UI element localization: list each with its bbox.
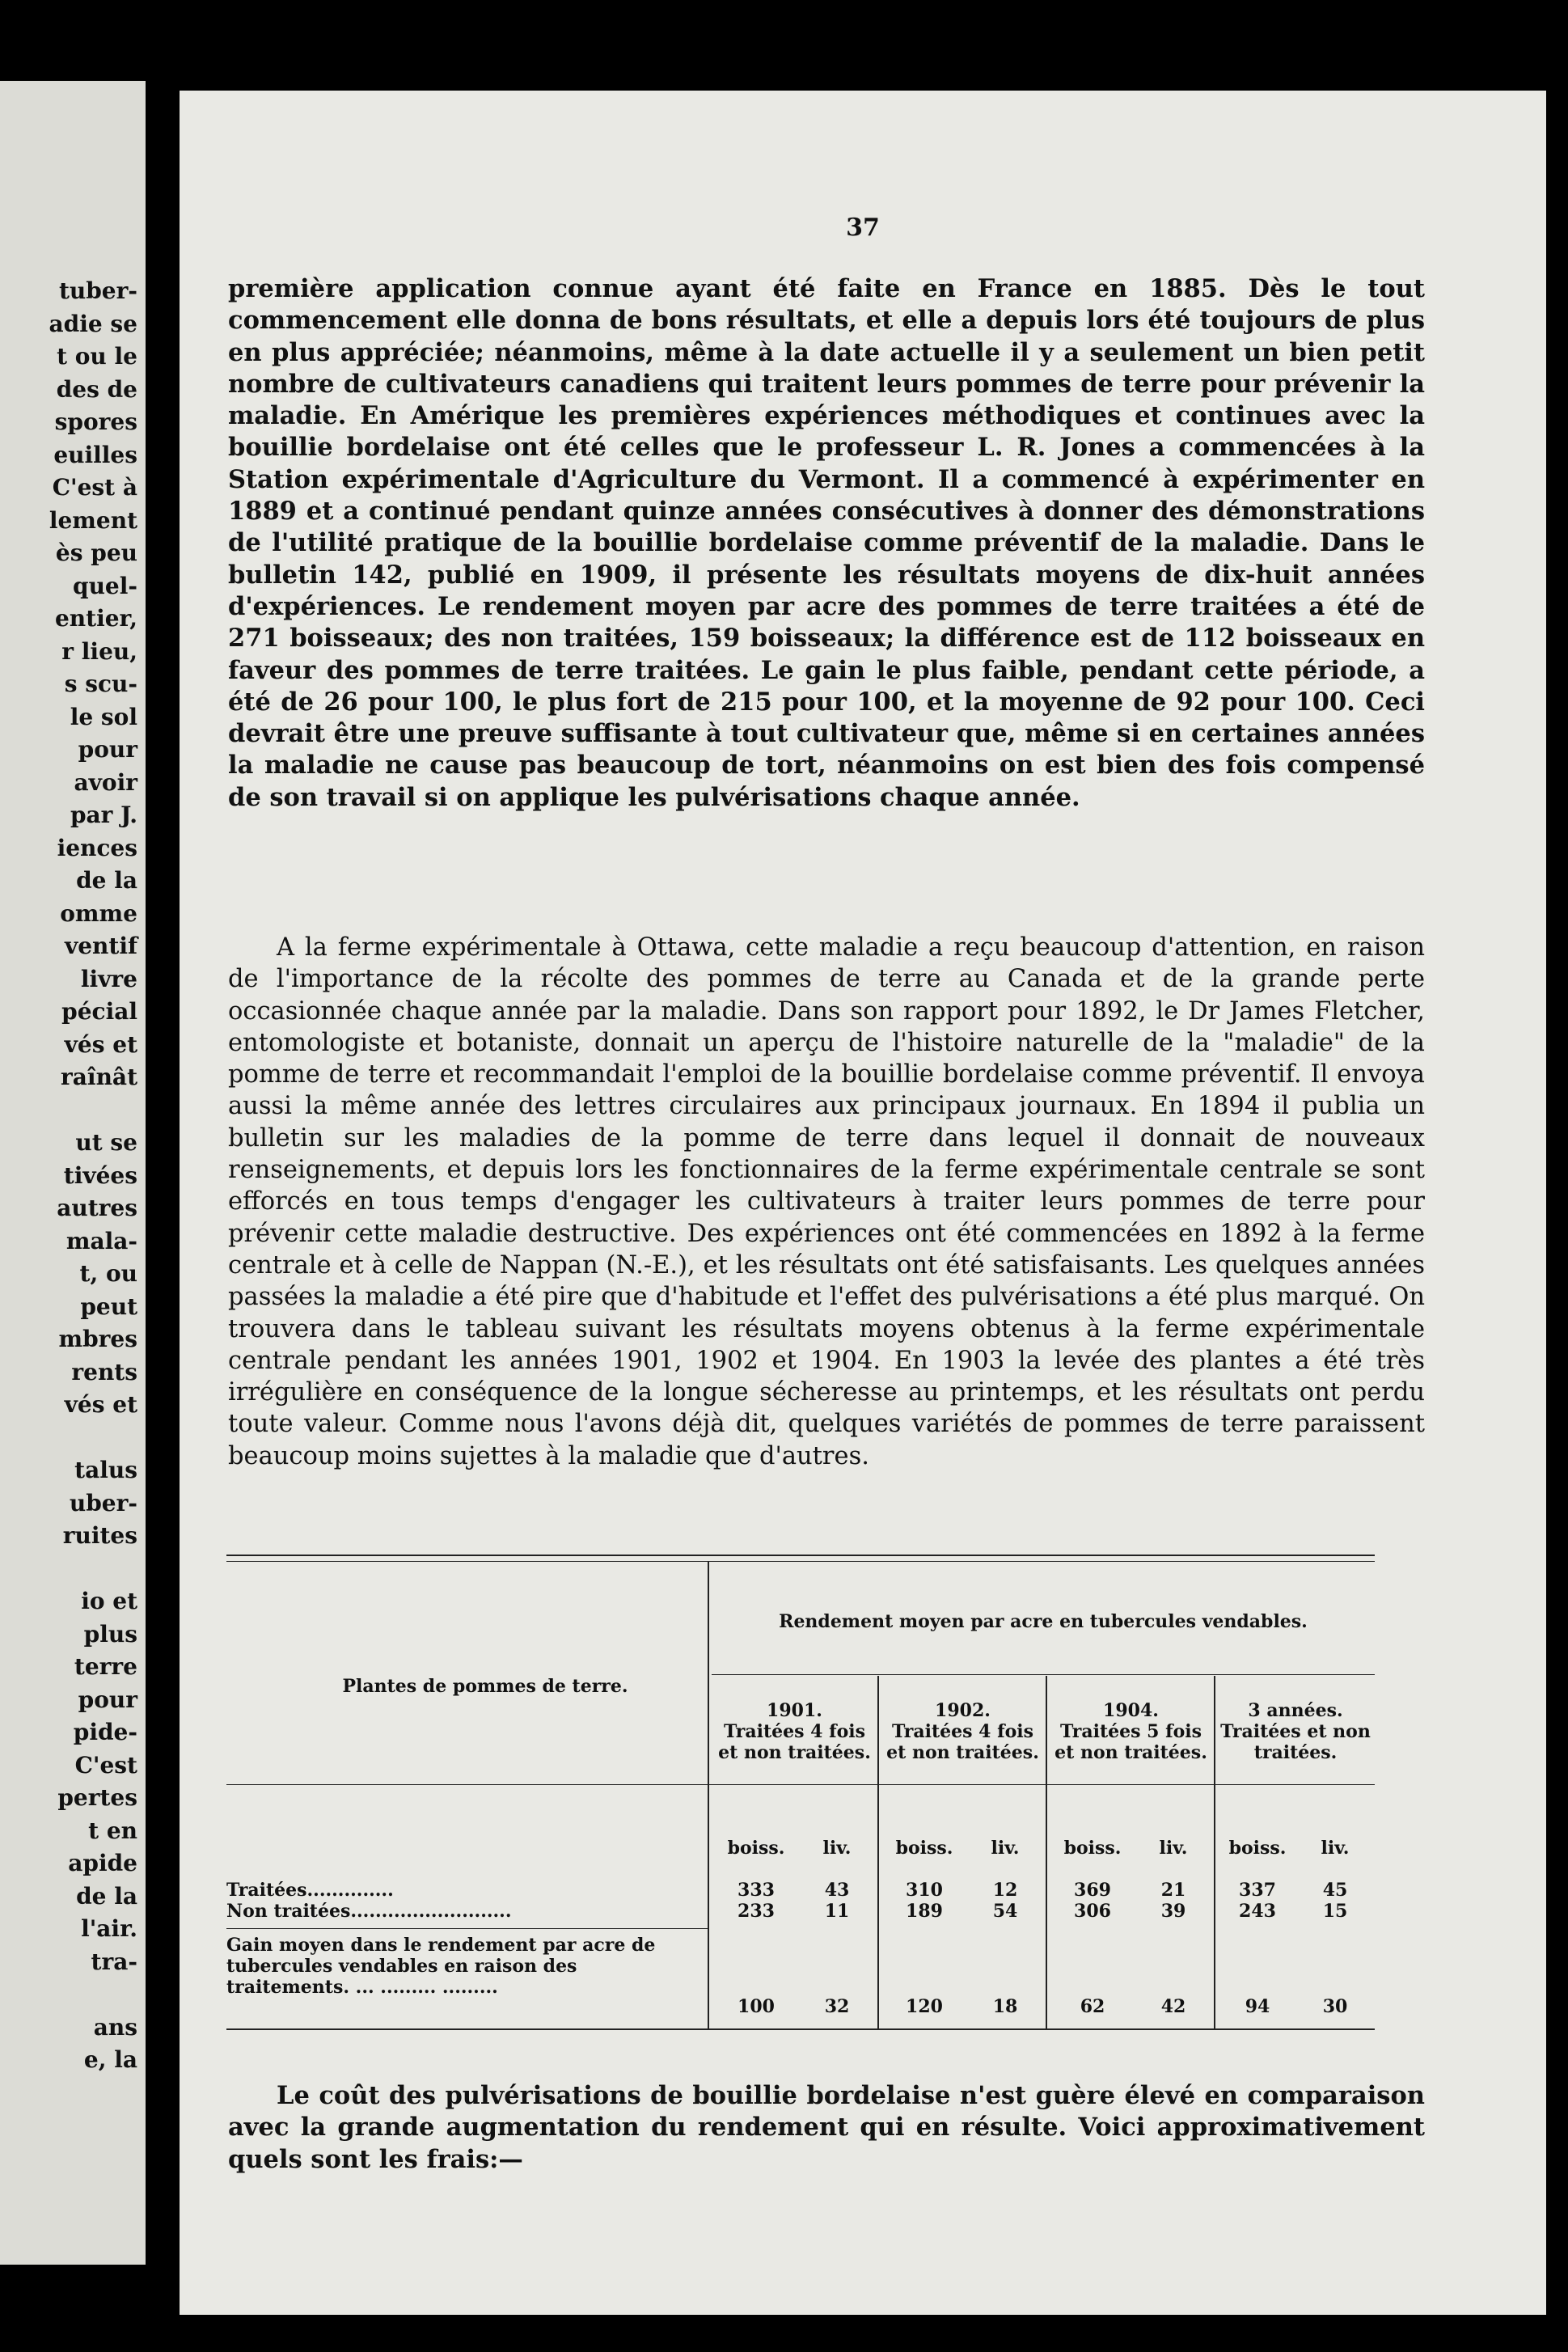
left-page-fragment: pécial xyxy=(61,998,137,1025)
row-label: Non traitées.......................... xyxy=(226,1901,512,1922)
left-page-edge xyxy=(0,81,146,2265)
col-divider-3 xyxy=(1214,1676,1215,2028)
left-page-fragment: mala- xyxy=(66,1227,137,1254)
cell: 12 xyxy=(992,1880,1018,1901)
left-page-fragment: par J. xyxy=(70,802,137,828)
col-1904-desc: Traitées 5 fois et non traitées. xyxy=(1054,1721,1207,1763)
table-top-rule xyxy=(226,1555,1375,1556)
left-page-fragment: talus xyxy=(74,1457,137,1483)
cell: 333 xyxy=(738,1880,775,1901)
book-gutter xyxy=(146,0,178,2352)
left-page-fragment: t, ou xyxy=(79,1260,137,1287)
cell: 62 xyxy=(1080,1996,1105,2017)
left-page-fragment: iences xyxy=(57,834,137,861)
left-page-fragment: omme xyxy=(60,899,137,927)
header-bottom-rule xyxy=(226,1784,1375,1785)
left-page-fragment: pide- xyxy=(73,1719,137,1745)
left-page-fragment: ans xyxy=(93,2013,137,2041)
left-page-fragment: pertes xyxy=(57,1784,137,1811)
cell: 30 xyxy=(1322,1996,1348,2017)
cell: 243 xyxy=(1239,1901,1276,1922)
left-page-fragment: adie se xyxy=(49,310,137,337)
left-page-fragment: tivées xyxy=(63,1161,137,1189)
left-page-fragment: io et xyxy=(81,1588,137,1614)
left-page-fragment: rents xyxy=(71,1358,137,1385)
cell: 94 xyxy=(1245,1996,1270,2017)
cell: 310 xyxy=(906,1880,943,1901)
left-page-fragment: ès peu xyxy=(55,539,137,566)
cell: 42 xyxy=(1160,1996,1186,2017)
cell: 54 xyxy=(992,1901,1018,1922)
left-page-fragment: autres xyxy=(57,1195,137,1221)
left-page-fragment: t en xyxy=(88,1817,137,1844)
left-page-fragment: quel- xyxy=(72,572,137,599)
unit-1: boiss. xyxy=(727,1838,785,1859)
unit-2: liv. xyxy=(822,1838,852,1859)
left-page-fragment: t ou le xyxy=(57,343,137,370)
yield-table xyxy=(226,1555,1375,2048)
left-page-fragment: euilles xyxy=(53,441,137,468)
cell: 369 xyxy=(1074,1880,1111,1901)
left-page-fragment: mbres xyxy=(58,1326,137,1352)
left-page-fragment: plus xyxy=(83,1620,137,1648)
left-page-fragment: r lieu, xyxy=(61,637,137,665)
cell: 100 xyxy=(738,1996,775,2017)
cell: 39 xyxy=(1160,1901,1186,1922)
col-divider-2 xyxy=(1046,1676,1047,2028)
left-page-fragment: vés et xyxy=(64,1030,137,1058)
cell: 15 xyxy=(1322,1901,1348,1922)
left-page-fragment: C'est à xyxy=(52,474,137,501)
unit-7: boiss. xyxy=(1228,1838,1287,1859)
left-page-fragment: entier, xyxy=(54,605,137,632)
gain-rule xyxy=(226,1928,708,1929)
left-page-fragment: terre xyxy=(74,1653,137,1680)
left-page-fragment: pour xyxy=(78,1686,137,1713)
left-page-fragment: vés et xyxy=(64,1391,137,1418)
cell: 18 xyxy=(992,1996,1018,2017)
unit-3: boiss. xyxy=(895,1838,953,1859)
cell: 120 xyxy=(906,1996,943,2017)
left-page-fragment: s scu- xyxy=(64,670,137,697)
left-page-fragment: apide xyxy=(68,1850,137,1876)
col-1901-year: 1901. xyxy=(767,1700,822,1721)
cell: 233 xyxy=(738,1901,775,1922)
cell: 21 xyxy=(1160,1880,1186,1901)
col-1902-desc: Traitées 4 fois et non traitées. xyxy=(886,1721,1039,1763)
left-page-fragment: avoir xyxy=(74,768,137,796)
cell: 189 xyxy=(906,1901,943,1922)
col-1901-desc: Traitées 4 fois et non traitées. xyxy=(718,1721,871,1763)
stub-divider xyxy=(708,1561,709,2028)
paragraph-2: A la ferme expérimentale à Ottawa, cette maladie a reçu beaucoup d'attention, en raison de l'importance de la récolte des pommes de terre au Canada et de la grande perte occasionnée chaque année par la maladie. Dans son rapport pour 1892, le Dr James Fletcher, entomologiste et botaniste, donnait un aperçu de l'histoire naturelle de la "maladie" de la pomme de terre et recommandait l'emploi de la bouillie bordelaise comme préventif. Il envoya aussi la même année des lettres circulaires aux principaux journaux. En 1894 il publia un bulletin sur les maladies de la pomme de terre dans lequel il donnait de nouveaux renseignements, et depuis lors les fonctionnaires de la ferme expérimentale centrale se sont efforcés en tous temps d'engager les cultivateurs à traiter leurs pommes de terre pour prévenir cette maladie destructive. Des expériences ont été commencées en 1892 à la ferme centrale et à celle de Nappan (N.-E.), et les résultats ont été satisfaisants. Les quelques années passées la maladie a été pire que d'habitude et l'effet des pulvérisations a été plus marqué. On trouvera dans le tableau suivant les résultats moyens obtenus à la ferme expérimentale centrale pendant les années 1901, 1902 et 1904. En 1903 la levée des plantes a été très irrégulière en conséquence de la longue sécheresse au printemps, et les résultats ont perdu toute valeur. Comme nous l'avons déjà dit, quelques variétés de pommes de terre paraissent beaucoup moins sujettes à la maladie que d'autres. xyxy=(228,933,1425,1470)
left-page-fragment: e, la xyxy=(83,2046,137,2073)
cell: 45 xyxy=(1322,1880,1348,1901)
left-page-fragment: l'air. xyxy=(81,1915,137,1942)
paragraph-3: Le coût des pulvérisations de bouillie bordelaise n'est guère élevé en comparaison avec la grande augmentation du rendement qui en résulte. Voici approximativement quels sont les frais:— xyxy=(228,2081,1425,2174)
span-header: Rendement moyen par acre en tubercules vendables. xyxy=(779,1611,1308,1632)
left-page-fragment: spores xyxy=(54,408,137,435)
left-page-fragment: peut xyxy=(80,1292,137,1320)
page-number: 37 xyxy=(846,214,880,242)
col-1902-year: 1902. xyxy=(935,1700,991,1721)
table-top-rule-2 xyxy=(226,1561,1375,1562)
left-page-fragment: raînât xyxy=(61,1064,137,1090)
paragraph-1: première application connue ayant été faite en France en 1885. Dès le tout commencement elle donna de bons résultats, et elle a depuis lors été toujours de plus en plus appréciée; néanmoins, même à la date actuelle il y a seulement un bien petit nombre de cultivateurs canadiens qui traitent leurs pommes de terre pour prévenir la maladie. En Amérique les premières expériences méthodiques et continues avec la bouillie bordelaise ont été celles que le professeur L. R. Jones a commencées à la Station expérimentale d'Agriculture du Vermont. Il a commencé à expérimenter en 1889 et a continué pendant quinze années consécutives à donner des démonstrations de l'utilité pratique de la bouillie bordelaise comme préventif de la maladie. Dans le bulletin 142, publié en 1909, il présente les résultats moyens de dix-huit années d'expériences. Le rendement moyen par acre des pommes de terre traitées a été de 271 boisseaux; des non traitées, 159 boisseaux; la différence est de 112 boisseaux en faveur des pommes de terre traitées. Le gain le plus faible, pendant cette période, a été de 26 pour 100, le plus fort de 215 pour 100, et la moyenne de 92 pour 100. Ceci devrait être une preuve suffisante à tout cultivateur que, même si en certaines années la maladie ne cause pas beaucoup de tort, néanmoins on est bien des fois compensé de son travail si on applique les pulvérisations chaque année. xyxy=(228,274,1425,812)
left-page-fragment: uber- xyxy=(69,1489,137,1517)
left-page-fragment: lement xyxy=(49,506,137,534)
row-label: Traitées.............. xyxy=(226,1880,394,1901)
cell: 11 xyxy=(824,1901,850,1922)
unit-5: boiss. xyxy=(1063,1838,1122,1859)
left-page-fragment: C'est xyxy=(74,1751,137,1779)
left-page-fragment: pour xyxy=(78,736,137,763)
left-page-fragment: le sol xyxy=(70,703,137,730)
left-page-fragment: des de xyxy=(56,375,137,403)
cell: 337 xyxy=(1239,1880,1276,1901)
page xyxy=(180,91,1546,2315)
unit-6: liv. xyxy=(1159,1838,1188,1859)
left-page-fragment: tuber- xyxy=(58,277,137,304)
left-page-fragment: de la xyxy=(76,867,137,894)
col-divider-1 xyxy=(877,1676,879,2028)
unit-8: liv. xyxy=(1321,1838,1350,1859)
unit-4: liv. xyxy=(991,1838,1020,1859)
col-3ans-year: 3 années. xyxy=(1248,1700,1343,1721)
gain-label: Gain moyen dans le rendement par acre de tubercules vendables en raison des traitements. ... ......... ......... xyxy=(226,1935,656,1998)
left-page-fragment: ventif xyxy=(64,933,137,959)
left-page-fragment: tra- xyxy=(91,1948,137,1975)
stub-header: Plantes de pommes de terre. xyxy=(342,1676,628,1697)
col-1904-year: 1904. xyxy=(1103,1700,1159,1721)
col-3ans-desc: Traitées et non traitées. xyxy=(1220,1721,1371,1763)
span-header-rule xyxy=(712,1674,1375,1675)
left-page-fragment: ruites xyxy=(62,1522,137,1549)
left-page-fragment: de la xyxy=(76,1882,137,1910)
left-page-fragment: ut se xyxy=(75,1129,137,1156)
cell: 32 xyxy=(824,1996,850,2017)
cell: 306 xyxy=(1074,1901,1111,1922)
left-page-fragment: livre xyxy=(80,965,137,992)
cell: 43 xyxy=(824,1880,850,1901)
table-bottom-rule xyxy=(226,2028,1375,2030)
